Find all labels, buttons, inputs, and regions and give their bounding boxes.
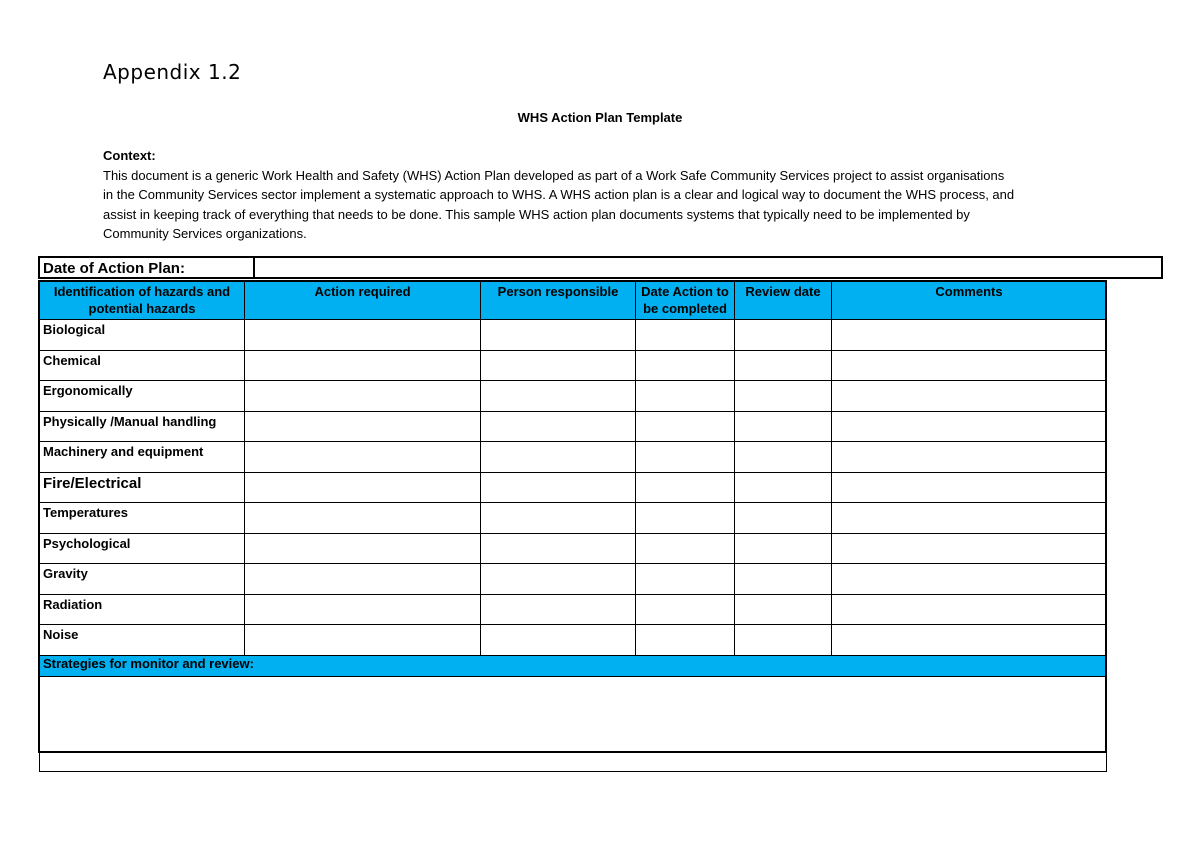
cell-date-action[interactable] [636, 503, 735, 534]
cell-person-responsible[interactable] [481, 320, 636, 351]
cell-action-required[interactable] [245, 411, 481, 442]
context-label: Context: [103, 148, 156, 163]
context-line: Community Services organizations. [103, 226, 307, 241]
table-row [40, 381, 1107, 412]
cell-review-date[interactable] [735, 381, 832, 412]
cell-date-action[interactable] [636, 625, 735, 656]
cell-comments[interactable] [832, 625, 1107, 656]
cell-review-date[interactable] [735, 594, 832, 625]
context-body [103, 166, 1113, 244]
cell-action-required[interactable] [245, 350, 481, 381]
table-row [40, 320, 1107, 351]
plan-title: WHS Action Plan Template [517, 110, 683, 125]
cell-action-required[interactable] [245, 625, 481, 656]
table-row [40, 442, 1107, 473]
cell-person-responsible[interactable] [481, 472, 636, 503]
hazard-label: Chemical [40, 350, 245, 381]
action-plan-table [39, 280, 1107, 772]
cell-review-date[interactable] [735, 411, 832, 442]
appendix-title: Appendix 1.2 [103, 60, 242, 84]
cell-date-action[interactable] [636, 564, 735, 595]
hazard-label: Machinery and equipment [40, 442, 245, 473]
cell-person-responsible[interactable] [481, 350, 636, 381]
cell-action-required[interactable] [245, 381, 481, 412]
cell-person-responsible[interactable] [481, 625, 636, 656]
hazard-label: Temperatures [40, 503, 245, 534]
cell-comments[interactable] [832, 594, 1107, 625]
column-header-review-date: Review date [735, 281, 832, 320]
column-header-person-responsible: Person responsible [481, 281, 636, 320]
cell-review-date[interactable] [735, 472, 832, 503]
strategies-header-row [40, 655, 1107, 676]
table-row [40, 533, 1107, 564]
table-row [40, 350, 1107, 381]
cell-action-required[interactable] [245, 564, 481, 595]
context-line: This document is a generic Work Health and Safety (WHS) Action Plan developed as part of a Work Safe Community Services project to assist organisations [103, 167, 1005, 183]
cell-comments[interactable] [832, 472, 1107, 503]
cell-action-required[interactable] [245, 472, 481, 503]
cell-date-action[interactable] [636, 381, 735, 412]
column-header-hazards: Identification of hazards and potential hazards [40, 281, 245, 320]
cell-comments[interactable] [832, 381, 1107, 412]
cell-action-required[interactable] [245, 320, 481, 351]
cell-review-date[interactable] [735, 625, 832, 656]
cell-comments[interactable] [832, 503, 1107, 534]
cell-action-required[interactable] [245, 503, 481, 534]
cell-person-responsible[interactable] [481, 442, 636, 473]
cell-comments[interactable] [832, 442, 1107, 473]
cell-review-date[interactable] [735, 350, 832, 381]
table-row [40, 503, 1107, 534]
date-of-action-plan-row [38, 256, 1163, 279]
cell-date-action[interactable] [636, 533, 735, 564]
column-header-comments: Comments [832, 281, 1107, 320]
cell-comments[interactable] [832, 320, 1107, 351]
table-row [40, 472, 1107, 503]
cell-review-date[interactable] [735, 320, 832, 351]
hazard-label: Biological [40, 320, 245, 351]
cell-review-date[interactable] [735, 442, 832, 473]
context-line: assist in keeping track of everything that needs to be done. This sample WHS action plan documents systems that typically need to be implemented by [103, 206, 970, 222]
cell-date-action[interactable] [636, 320, 735, 351]
cell-review-date[interactable] [735, 533, 832, 564]
cell-date-action[interactable] [636, 350, 735, 381]
context-line: in the Community Services sector implement a systematic approach to WHS. A WHS action plan is a clear and logical way to document the WHS process, and [103, 187, 1015, 202]
column-header-date-action: Date Action to be completed [636, 281, 735, 320]
hazard-label: Radiation [40, 594, 245, 625]
cell-comments[interactable] [832, 564, 1107, 595]
cell-date-action[interactable] [636, 594, 735, 625]
cell-person-responsible[interactable] [481, 533, 636, 564]
hazard-label: Fire/Electrical [40, 472, 245, 503]
cell-action-required[interactable] [245, 442, 481, 473]
table-row [40, 411, 1107, 442]
strategies-input-area[interactable] [40, 676, 1107, 771]
cell-comments[interactable] [832, 350, 1107, 381]
table-row [40, 594, 1107, 625]
hazard-label: Physically /Manual handling [40, 411, 245, 442]
cell-person-responsible[interactable] [481, 381, 636, 412]
cell-review-date[interactable] [735, 503, 832, 534]
cell-person-responsible[interactable] [481, 594, 636, 625]
table-row [40, 564, 1107, 595]
cell-person-responsible[interactable] [481, 564, 636, 595]
strategies-body-row [40, 676, 1107, 771]
date-of-action-plan-label: Date of Action Plan: [40, 258, 255, 277]
hazard-label: Gravity [40, 564, 245, 595]
hazard-label: Ergonomically [40, 381, 245, 412]
cell-date-action[interactable] [636, 472, 735, 503]
cell-review-date[interactable] [735, 564, 832, 595]
cell-action-required[interactable] [245, 533, 481, 564]
hazard-label: Psychological [40, 533, 245, 564]
table-header-row [40, 281, 1107, 320]
date-of-action-plan-value[interactable] [255, 258, 1161, 277]
cell-date-action[interactable] [636, 411, 735, 442]
hazard-label: Noise [40, 625, 245, 656]
strategies-label: Strategies for monitor and review: [40, 655, 1107, 676]
table-row [40, 625, 1107, 656]
cell-comments[interactable] [832, 411, 1107, 442]
context-section [103, 146, 1113, 244]
cell-person-responsible[interactable] [481, 411, 636, 442]
cell-action-required[interactable] [245, 594, 481, 625]
column-header-action-required: Action required [245, 281, 481, 320]
cell-person-responsible[interactable] [481, 503, 636, 534]
cell-comments[interactable] [832, 533, 1107, 564]
cell-date-action[interactable] [636, 442, 735, 473]
